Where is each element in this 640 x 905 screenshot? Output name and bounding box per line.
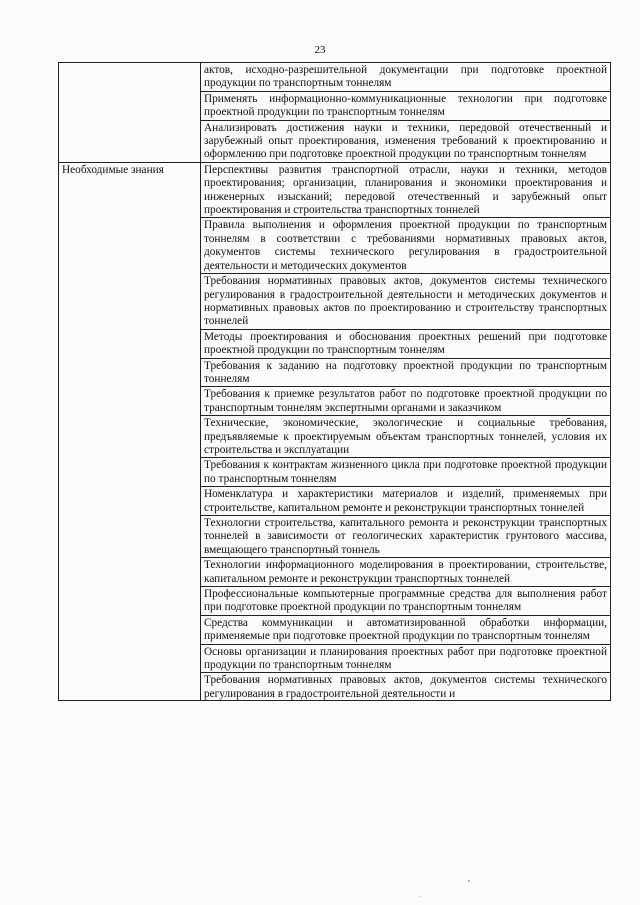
table-row [59,63,611,92]
table-cell: актов, исходно-разрешительной документации при подготовке проектной продукции по транспортным тоннелям [201,63,611,92]
table-cell: Правила выполнения и оформления проектной продукции по транспортным тоннелям в соответствии с требованиями нормативных правовых актов, документов системы технического регулирования в градостроительной деятельности и методических документов [201,218,611,274]
requirements-table [58,62,611,701]
table-cell: Применять информационно-коммуникационные технологии при подготовке проектной продукции по транспортным тоннелям [201,91,611,120]
table-cell: Номенклатура и характеристики материалов и изделий, применяемых при строительстве, капитальном ремонте и реконструкции транспортных тоннелей [201,487,611,516]
table-cell: Требования к заданию на подготовку проектной продукции по транспортным тоннелям [201,358,611,387]
scan-speck [420,896,421,897]
table-cell: Методы проектирования и обоснования проектных решений при подготовке проектной продукции по транспортным тоннелям [201,329,611,358]
table-cell: Технические, экономические, экологические и социальные требования, предъявляемые к проектируемым объектам транспортных тоннелей, условия их строительства и эксплуатации [201,416,611,458]
table-cell: Средства коммуникации и автоматизированной обработки информации, применяемые при подготовке проектной продукции по транспортным тоннелям [201,615,611,644]
page-number: 23 [314,44,326,56]
cut-text: Требования нормативных правовых актов, документов системы технического регулирования в градостроительной деятельности и [204,674,607,700]
table-cell: Перспективы развития транспортной отрасли, науки и техники, методов проектирования; организации, планирования и экономики проектирования и инженерных изысканий; передовой отечественный и зарубежный опыт проектирования и строительства транспортных тоннелей [201,162,611,218]
table-cell: Требования к контрактам жизненного цикла при подготовке проектной продукции по транспортным тоннелям [201,458,611,487]
table-cell: Профессиональные компьютерные программные средства для выполнения работ при подготовке проектной продукции по транспортным тоннелям [201,587,611,616]
scan-speck [468,880,470,882]
table-cell: Требования нормативных правовых актов, документов системы технического регулирования в градостроительной деятельности и методических документов и нормативных правовых актов по проектированию и строительству транспортных тоннелей [201,274,611,330]
table-row [59,162,611,218]
table-cell: Анализировать достижения науки и техники, передовой отечественный и зарубежный опыт проектирования, изменения требований к проектированию и оформлению при подготовке проектной продукции по транспортным тоннелям [201,120,611,162]
table-cell-cut [201,673,611,701]
table-cell: Требования к приемке результатов работ по подготовке проектной продукции по транспортным тоннелям экспертными органами и заказчиком [201,387,611,416]
table-cell: Основы организации и планирования проектных работ при подготовке проектной продукции по транспортным тоннелям [201,644,611,673]
table-cell: Технологии информационного моделирования в проектировании, строительстве, капитальном ремонте и реконструкции транспортных тоннелей [201,558,611,587]
knowledge-label: Необходимые знания [59,162,201,701]
table-cell: Технологии строительства, капитального ремонта и реконструкции транспортных тоннелей в зависимости от геологических характеристик грунтового массива, вмещающего транспортный тоннель [201,516,611,558]
empty-label-cell [59,63,201,163]
